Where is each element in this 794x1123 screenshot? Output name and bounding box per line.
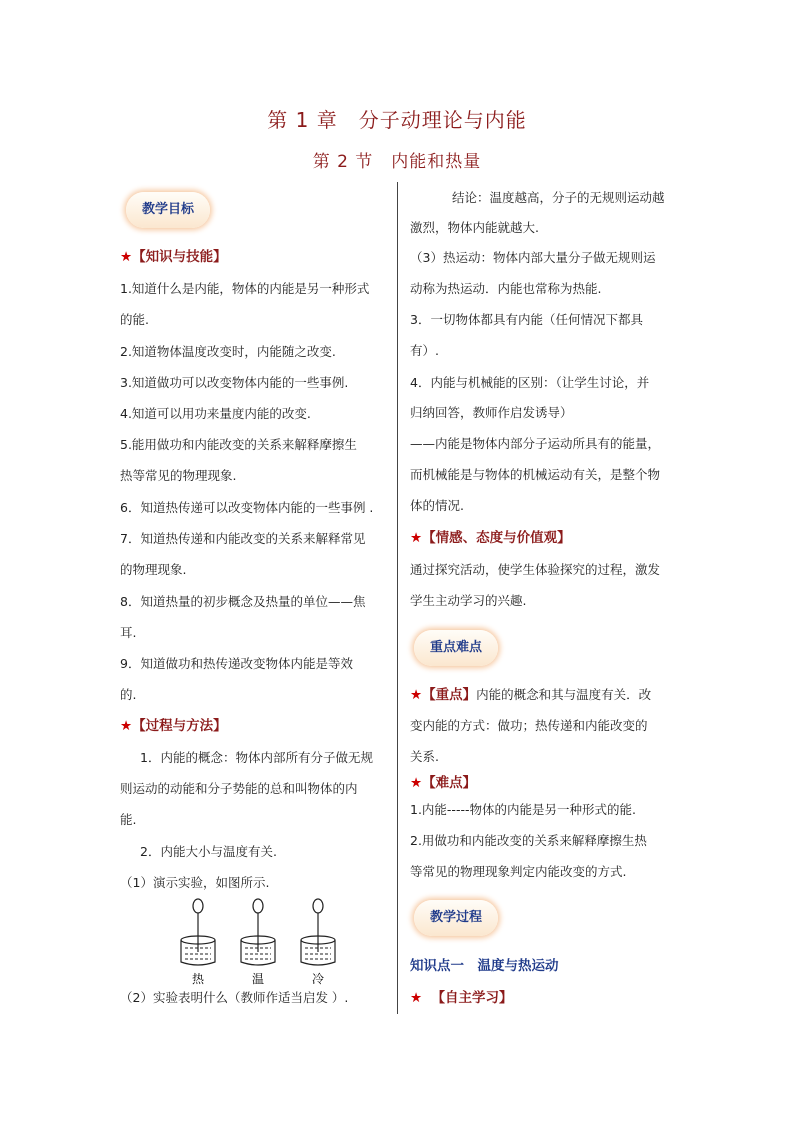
star-icon: ★	[410, 775, 423, 791]
goal-line: 4.知道可以用功来量度内能的改变.	[120, 406, 311, 421]
heading-knowledge-skills: ★【知识与技能】	[120, 249, 227, 265]
goal-line: 9．知道做功和热传递改变物体内能是等效	[120, 656, 353, 671]
beaker-label: 热	[191, 972, 205, 986]
body-line: 体的情况.	[410, 498, 464, 513]
star-icon: ★	[410, 530, 423, 546]
beaker-label: 温	[251, 972, 265, 986]
body-line: 3．一切物体都具有内能（任何情况下都具	[410, 312, 643, 327]
process-line: 则运动的动能和分子势能的总和叫物体的内	[120, 781, 358, 796]
section-title: 第 2 节 内能和热量	[312, 152, 482, 172]
beaker-diagram	[172, 896, 362, 986]
process-line: 2．内能大小与温度有关.	[140, 844, 277, 859]
badge-key-difficult: 重点难点	[414, 630, 498, 666]
beaker-warm-icon	[241, 899, 275, 965]
heading-self-study: ★ 【自主学习】	[410, 990, 513, 1006]
body-line: 等常见的物理现象判定内能改变的方式.	[410, 864, 627, 879]
body-line: 1.内能-----物体的内能是另一种形式的能.	[410, 802, 636, 817]
star-icon: ★	[120, 249, 133, 265]
body-line: 动称为热运动．内能也常称为热能.	[410, 281, 602, 296]
star-icon: ★	[120, 718, 133, 734]
key-point-line: ★【重点】内能的概念和其与温度有关．改	[410, 687, 652, 703]
goal-line: 6．知道热传递可以改变物体内能的一些事例 .	[120, 500, 374, 515]
body-line: ——内能是物体内部分子运动所具有的能量，	[410, 436, 661, 451]
beaker-label: 冷	[311, 972, 325, 986]
star-icon: ★	[410, 990, 423, 1006]
body-line: 归纳回答，教师作启发诱导）	[410, 405, 573, 420]
goal-line: 7．知道热传递和内能改变的关系来解释常见	[120, 531, 366, 546]
body-line: 通过探究活动，使学生体验探究的过程，激发	[410, 562, 661, 577]
beaker-hot-icon	[181, 899, 215, 965]
body-line: 激烈，物体内能就越大.	[410, 220, 539, 235]
body-line: 有）.	[410, 343, 439, 358]
body-line: 学生主动学习的兴趣.	[410, 593, 527, 608]
body-line: 关系.	[410, 749, 439, 764]
body-line: 4．内能与机械能的区别：（让学生讨论，并	[410, 375, 650, 390]
body-line: 变内能的方式：做功；热传递和内能改变的	[410, 718, 648, 733]
process-line: （2）实验表明什么（教师作适当启发 ）.	[120, 990, 349, 1005]
goal-line: 5.能用做功和内能改变的关系来解释摩擦生	[120, 437, 357, 452]
beaker-cold-icon	[301, 899, 335, 965]
goal-line: 耳.	[120, 625, 137, 640]
goal-line: 热等常见的物理现象.	[120, 468, 237, 483]
body-line: （3）热运动：物体内部大量分子做无规则运	[410, 250, 656, 265]
goal-line: 2.知道物体温度改变时，内能随之改变.	[120, 344, 336, 359]
process-line: （1）演示实验，如图所示.	[120, 875, 270, 890]
column-divider	[397, 182, 398, 1014]
chapter-title: 第 1 章 分子动理论与内能	[267, 108, 527, 132]
process-line: 能.	[120, 812, 137, 827]
badge-teaching-process: 教学过程	[414, 900, 498, 936]
goal-line: 3.知道做功可以改变物体内能的一些事例.	[120, 375, 349, 390]
body-line: 结论：温度越高，分子的无规则运动越	[452, 190, 665, 205]
process-line: 1．内能的概念：物体内部所有分子做无规	[140, 750, 373, 765]
goal-line: 8．知道热量的初步概念及热量的单位——焦	[120, 594, 366, 609]
goal-line: 的.	[120, 687, 137, 702]
goal-line: 的能.	[120, 312, 149, 327]
goal-line: 1.知道什么是内能，物体的内能是另一种形式	[120, 281, 370, 296]
body-line: 2.用做功和内能改变的关系来解释摩擦生热	[410, 833, 647, 848]
knowledge-point-title: 知识点一 温度与热运动	[410, 958, 559, 974]
star-icon: ★	[410, 687, 423, 703]
heading-process-methods: ★【过程与方法】	[120, 718, 227, 734]
body-line: 而机械能是与物体的机械运动有关，是整个物	[410, 467, 661, 482]
goal-line: 的物理现象.	[120, 562, 187, 577]
badge-teaching-goals: 教学目标	[126, 192, 210, 228]
heading-attitude-values: ★【情感、态度与价值观】	[410, 530, 571, 546]
heading-difficulty: ★【难点】	[410, 775, 477, 791]
